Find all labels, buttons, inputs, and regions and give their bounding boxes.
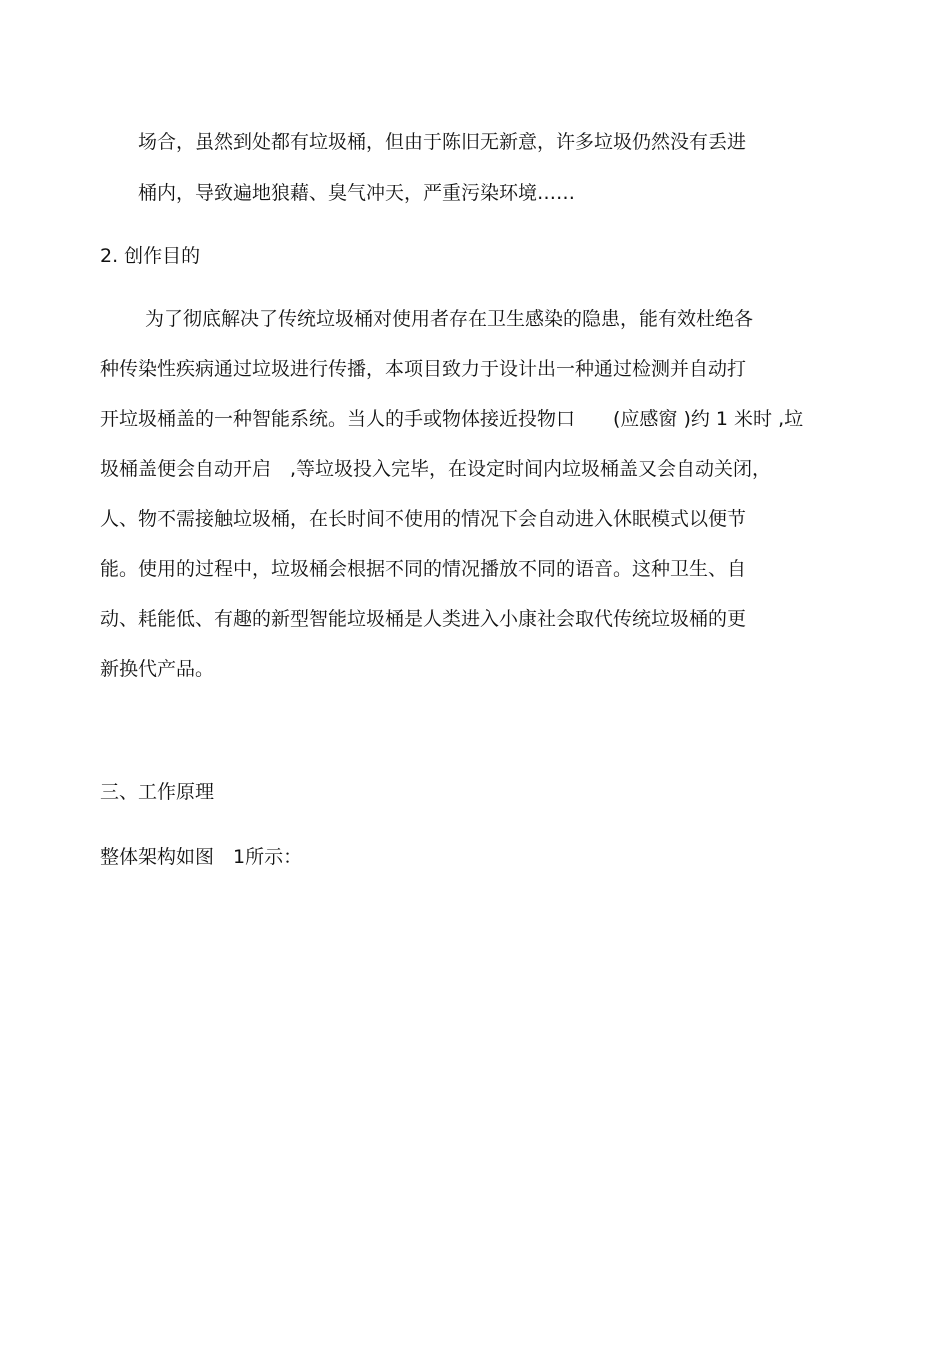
intro-line-1: 场合，虽然到处都有垃圾桶，但由于陈旧无新意，许多垃圾仍然没有丢进: [138, 131, 747, 153]
purpose-line-7: 动、耗能低、有趣的新型智能垃圾桶是人类进入小康社会取代传统垃圾桶的更: [100, 608, 747, 630]
purpose-line-8: 新换代产品。: [100, 658, 215, 680]
purpose-line-6: 能。使用的过程中，垃圾桶会根据不同的情况播放不同的语音。这种卫生、自: [100, 558, 747, 580]
section-heading-principle: 三、工作原理: [100, 781, 215, 803]
purpose-line-1: 为了彻底解决了传统垃圾桶对使用者存在卫生感染的隐患，能有效杜绝各: [145, 308, 754, 330]
purpose-line-5: 人、物不需接触垃圾桶，在长时间不使用的情况下会自动进入休眠模式以便节: [100, 508, 747, 530]
purpose-line-2: 种传染性疾病通过垃圾进行传播，本项目致力于设计出一种通过检测并自动打: [100, 358, 747, 380]
intro-line-2: 桶内，导致遍地狼藉、臭气冲天，严重污染环境……: [138, 182, 576, 204]
purpose-line-4: 圾桶盖便会自动开启 ,等垃圾投入完毕，在设定时间内垃圾桶盖又会自动关闭，: [100, 458, 772, 480]
purpose-line-3: 开垃圾桶盖的一种智能系统。当人的手或物体接近投物口 (应感窗 )约 1 米时 ,垃: [100, 408, 804, 430]
architecture-text: 整体架构如图 1所示：: [100, 846, 303, 868]
section-heading-purpose: 2. 创作目的: [100, 245, 201, 267]
